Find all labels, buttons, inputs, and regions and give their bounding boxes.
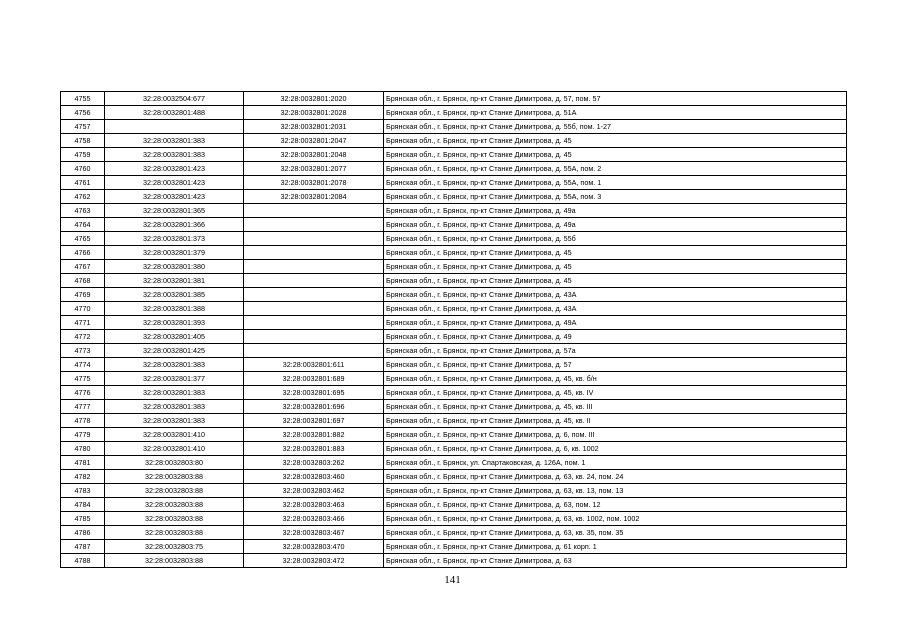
address-cell: Брянская обл., г. Брянск, ул. Спартаковская, д. 126А, пом. 1 bbox=[384, 456, 847, 470]
table-row bbox=[61, 92, 847, 106]
parcel-cadastral-number-cell bbox=[105, 120, 244, 134]
object-cadastral-number-cell: 32:28:0032803:463 bbox=[244, 498, 384, 512]
parcel-cadastral-number-cell: 32:28:0032801:410 bbox=[105, 442, 244, 456]
row-number-cell: 4757 bbox=[61, 120, 105, 134]
object-cadastral-number-cell: 32:28:0032803:470 bbox=[244, 540, 384, 554]
object-cadastral-number-cell bbox=[244, 288, 384, 302]
table-row bbox=[61, 274, 847, 288]
table-row bbox=[61, 526, 847, 540]
object-cadastral-number-cell bbox=[244, 232, 384, 246]
row-number-cell: 4786 bbox=[61, 526, 105, 540]
table-row bbox=[61, 358, 847, 372]
object-cadastral-number-cell: 32:28:0032801:697 bbox=[244, 414, 384, 428]
parcel-cadastral-number-cell: 32:28:0032801:405 bbox=[105, 330, 244, 344]
parcel-cadastral-number-cell: 32:28:0032803:75 bbox=[105, 540, 244, 554]
row-number-cell: 4764 bbox=[61, 218, 105, 232]
address-cell: Брянская обл., г. Брянск, пр-кт Станке Димитрова, д. 49А bbox=[384, 316, 847, 330]
parcel-cadastral-number-cell: 32:28:0032801:388 bbox=[105, 302, 244, 316]
table-row bbox=[61, 442, 847, 456]
row-number-cell: 4780 bbox=[61, 442, 105, 456]
object-cadastral-number-cell bbox=[244, 274, 384, 288]
row-number-cell: 4767 bbox=[61, 260, 105, 274]
row-number-cell: 4776 bbox=[61, 386, 105, 400]
object-cadastral-number-cell: 32:28:0032801:696 bbox=[244, 400, 384, 414]
address-cell: Брянская обл., г. Брянск, пр-кт Станке Димитрова, д. 49а bbox=[384, 218, 847, 232]
address-cell: Брянская обл., г. Брянск, пр-кт Станке Димитрова, д. 63, кв. 1002, пом. 1002 bbox=[384, 512, 847, 526]
table-row bbox=[61, 134, 847, 148]
table-row bbox=[61, 288, 847, 302]
parcel-cadastral-number-cell: 32:28:0032801:423 bbox=[105, 190, 244, 204]
parcel-cadastral-number-cell: 32:28:0032801:377 bbox=[105, 372, 244, 386]
address-cell: Брянская обл., г. Брянск, пр-кт Станке Димитрова, д. 49 bbox=[384, 330, 847, 344]
object-cadastral-number-cell: 32:28:0032801:883 bbox=[244, 442, 384, 456]
row-number-cell: 4787 bbox=[61, 540, 105, 554]
address-cell: Брянская обл., г. Брянск, пр-кт Станке Димитрова, д. 43А bbox=[384, 288, 847, 302]
object-cadastral-number-cell: 32:28:0032803:472 bbox=[244, 554, 384, 568]
address-cell: Брянская обл., г. Брянск, пр-кт Станке Димитрова, д. 57а bbox=[384, 344, 847, 358]
table-row bbox=[61, 218, 847, 232]
table-row bbox=[61, 372, 847, 386]
table-row bbox=[61, 190, 847, 204]
object-cadastral-number-cell bbox=[244, 302, 384, 316]
row-number-cell: 4756 bbox=[61, 106, 105, 120]
object-cadastral-number-cell bbox=[244, 260, 384, 274]
row-number-cell: 4784 bbox=[61, 498, 105, 512]
row-number-cell: 4772 bbox=[61, 330, 105, 344]
table-row bbox=[61, 554, 847, 568]
page-number: 141 bbox=[444, 574, 461, 586]
parcel-cadastral-number-cell: 32:28:0032801:383 bbox=[105, 148, 244, 162]
parcel-cadastral-number-cell: 32:28:0032801:365 bbox=[105, 204, 244, 218]
registry-table-body bbox=[61, 92, 847, 568]
row-number-cell: 4770 bbox=[61, 302, 105, 316]
object-cadastral-number-cell bbox=[244, 316, 384, 330]
object-cadastral-number-cell bbox=[244, 344, 384, 358]
address-cell: Брянская обл., г. Брянск, пр-кт Станке Димитрова, д. 45 bbox=[384, 246, 847, 260]
table-row bbox=[61, 162, 847, 176]
table-row bbox=[61, 386, 847, 400]
object-cadastral-number-cell: 32:28:0032803:462 bbox=[244, 484, 384, 498]
row-number-cell: 4758 bbox=[61, 134, 105, 148]
parcel-cadastral-number-cell: 32:28:0032801:383 bbox=[105, 400, 244, 414]
object-cadastral-number-cell: 32:28:0032801:2047 bbox=[244, 134, 384, 148]
row-number-cell: 4760 bbox=[61, 162, 105, 176]
address-cell: Брянская обл., г. Брянск, пр-кт Станке Димитрова, д. 6, пом. III bbox=[384, 428, 847, 442]
object-cadastral-number-cell: 32:28:0032801:2020 bbox=[244, 92, 384, 106]
parcel-cadastral-number-cell: 32:28:0032801:488 bbox=[105, 106, 244, 120]
address-cell: Брянская обл., г. Брянск, пр-кт Станке Димитрова, д. 51А bbox=[384, 106, 847, 120]
address-cell: Брянская обл., г. Брянск, пр-кт Станке Димитрова, д. 6, кв. 1002 bbox=[384, 442, 847, 456]
parcel-cadastral-number-cell: 32:28:0032801:379 bbox=[105, 246, 244, 260]
address-cell: Брянская обл., г. Брянск, пр-кт Станке Димитрова, д. 55б bbox=[384, 232, 847, 246]
parcel-cadastral-number-cell: 32:28:0032803:88 bbox=[105, 526, 244, 540]
row-number-cell: 4766 bbox=[61, 246, 105, 260]
address-cell: Брянская обл., г. Брянск, пр-кт Станке Димитрова, д. 43А bbox=[384, 302, 847, 316]
address-cell: Брянская обл., г. Брянск, пр-кт Станке Димитрова, д. 55А, пом. 3 bbox=[384, 190, 847, 204]
parcel-cadastral-number-cell: 32:28:0032801:383 bbox=[105, 134, 244, 148]
object-cadastral-number-cell: 32:28:0032801:689 bbox=[244, 372, 384, 386]
table-row bbox=[61, 302, 847, 316]
row-number-cell: 4762 bbox=[61, 190, 105, 204]
table-row bbox=[61, 512, 847, 526]
object-cadastral-number-cell: 32:28:0032803:460 bbox=[244, 470, 384, 484]
address-cell: Брянская обл., г. Брянск, пр-кт Станке Димитрова, д. 55б, пом. 1-27 bbox=[384, 120, 847, 134]
table-row bbox=[61, 484, 847, 498]
parcel-cadastral-number-cell: 32:28:0032803:80 bbox=[105, 456, 244, 470]
object-cadastral-number-cell: 32:28:0032801:2084 bbox=[244, 190, 384, 204]
object-cadastral-number-cell: 32:28:0032801:2031 bbox=[244, 120, 384, 134]
parcel-cadastral-number-cell: 32:28:0032801:425 bbox=[105, 344, 244, 358]
row-number-cell: 4785 bbox=[61, 512, 105, 526]
row-number-cell: 4763 bbox=[61, 204, 105, 218]
object-cadastral-number-cell: 32:28:0032803:467 bbox=[244, 526, 384, 540]
object-cadastral-number-cell: 32:28:0032801:2078 bbox=[244, 176, 384, 190]
address-cell: Брянская обл., г. Брянск, пр-кт Станке Димитрова, д. 55А, пом. 1 bbox=[384, 176, 847, 190]
table-row bbox=[61, 456, 847, 470]
row-number-cell: 4769 bbox=[61, 288, 105, 302]
object-cadastral-number-cell bbox=[244, 218, 384, 232]
parcel-cadastral-number-cell: 32:28:0032803:88 bbox=[105, 512, 244, 526]
object-cadastral-number-cell: 32:28:0032801:2077 bbox=[244, 162, 384, 176]
object-cadastral-number-cell bbox=[244, 330, 384, 344]
row-number-cell: 4761 bbox=[61, 176, 105, 190]
row-number-cell: 4755 bbox=[61, 92, 105, 106]
table-row bbox=[61, 176, 847, 190]
parcel-cadastral-number-cell: 32:28:0032504:677 bbox=[105, 92, 244, 106]
parcel-cadastral-number-cell: 32:28:0032801:383 bbox=[105, 414, 244, 428]
table-row bbox=[61, 400, 847, 414]
row-number-cell: 4779 bbox=[61, 428, 105, 442]
address-cell: Брянская обл., г. Брянск, пр-кт Станке Димитрова, д. 45, кв. IV bbox=[384, 386, 847, 400]
row-number-cell: 4771 bbox=[61, 316, 105, 330]
row-number-cell: 4788 bbox=[61, 554, 105, 568]
parcel-cadastral-number-cell: 32:28:0032801:423 bbox=[105, 176, 244, 190]
address-cell: Брянская обл., г. Брянск, пр-кт Станке Димитрова, д. 45 bbox=[384, 260, 847, 274]
parcel-cadastral-number-cell: 32:28:0032801:383 bbox=[105, 358, 244, 372]
table-row bbox=[61, 414, 847, 428]
row-number-cell: 4777 bbox=[61, 400, 105, 414]
object-cadastral-number-cell: 32:28:0032801:882 bbox=[244, 428, 384, 442]
parcel-cadastral-number-cell: 32:28:0032801:366 bbox=[105, 218, 244, 232]
table-row bbox=[61, 470, 847, 484]
table-row bbox=[61, 120, 847, 134]
object-cadastral-number-cell bbox=[244, 246, 384, 260]
object-cadastral-number-cell: 32:28:0032801:611 bbox=[244, 358, 384, 372]
table-row bbox=[61, 232, 847, 246]
address-cell: Брянская обл., г. Брянск, пр-кт Станке Димитрова, д. 63, пом. 12 bbox=[384, 498, 847, 512]
object-cadastral-number-cell: 32:28:0032801:2028 bbox=[244, 106, 384, 120]
object-cadastral-number-cell: 32:28:0032803:466 bbox=[244, 512, 384, 526]
parcel-cadastral-number-cell: 32:28:0032803:88 bbox=[105, 498, 244, 512]
table-row bbox=[61, 330, 847, 344]
row-number-cell: 4778 bbox=[61, 414, 105, 428]
address-cell: Брянская обл., г. Брянск, пр-кт Станке Димитрова, д. 45 bbox=[384, 134, 847, 148]
address-cell: Брянская обл., г. Брянск, пр-кт Станке Димитрова, д. 45, кв. III bbox=[384, 400, 847, 414]
row-number-cell: 4773 bbox=[61, 344, 105, 358]
address-cell: Брянская обл., г. Брянск, пр-кт Станке Димитрова, д. 63 bbox=[384, 554, 847, 568]
parcel-cadastral-number-cell: 32:28:0032801:380 bbox=[105, 260, 244, 274]
address-cell: Брянская обл., г. Брянск, пр-кт Станке Димитрова, д. 55А, пом. 2 bbox=[384, 162, 847, 176]
table-row bbox=[61, 204, 847, 218]
row-number-cell: 4768 bbox=[61, 274, 105, 288]
table-row bbox=[61, 498, 847, 512]
parcel-cadastral-number-cell: 32:28:0032801:410 bbox=[105, 428, 244, 442]
table-row bbox=[61, 106, 847, 120]
table-row bbox=[61, 344, 847, 358]
row-number-cell: 4774 bbox=[61, 358, 105, 372]
address-cell: Брянская обл., г. Брянск, пр-кт Станке Димитрова, д. 45, кв. II bbox=[384, 414, 847, 428]
address-cell: Брянская обл., г. Брянск, пр-кт Станке Димитрова, д. 57, пом. 57 bbox=[384, 92, 847, 106]
parcel-cadastral-number-cell: 32:28:0032801:383 bbox=[105, 386, 244, 400]
parcel-cadastral-number-cell: 32:28:0032801:385 bbox=[105, 288, 244, 302]
address-cell: Брянская обл., г. Брянск, пр-кт Станке Димитрова, д. 63, кв. 13, пом. 13 bbox=[384, 484, 847, 498]
parcel-cadastral-number-cell: 32:28:0032803:88 bbox=[105, 554, 244, 568]
table-row bbox=[61, 428, 847, 442]
parcel-cadastral-number-cell: 32:28:0032803:88 bbox=[105, 484, 244, 498]
address-cell: Брянская обл., г. Брянск, пр-кт Станке Димитрова, д. 57 bbox=[384, 358, 847, 372]
row-number-cell: 4765 bbox=[61, 232, 105, 246]
parcel-cadastral-number-cell: 32:28:0032801:373 bbox=[105, 232, 244, 246]
row-number-cell: 4759 bbox=[61, 148, 105, 162]
table-row bbox=[61, 148, 847, 162]
parcel-cadastral-number-cell: 32:28:0032801:381 bbox=[105, 274, 244, 288]
address-cell: Брянская обл., г. Брянск, пр-кт Станке Димитрова, д. 49а bbox=[384, 204, 847, 218]
parcel-cadastral-number-cell: 32:28:0032803:88 bbox=[105, 470, 244, 484]
address-cell: Брянская обл., г. Брянск, пр-кт Станке Димитрова, д. 63, кв. 24, пом. 24 bbox=[384, 470, 847, 484]
registry-table bbox=[60, 91, 847, 568]
object-cadastral-number-cell bbox=[244, 204, 384, 218]
row-number-cell: 4781 bbox=[61, 456, 105, 470]
object-cadastral-number-cell: 32:28:0032803:262 bbox=[244, 456, 384, 470]
table-row bbox=[61, 260, 847, 274]
object-cadastral-number-cell: 32:28:0032801:695 bbox=[244, 386, 384, 400]
table-row bbox=[61, 540, 847, 554]
row-number-cell: 4782 bbox=[61, 470, 105, 484]
table-row bbox=[61, 316, 847, 330]
address-cell: Брянская обл., г. Брянск, пр-кт Станке Димитрова, д. 45 bbox=[384, 274, 847, 288]
table-row bbox=[61, 246, 847, 260]
parcel-cadastral-number-cell: 32:28:0032801:393 bbox=[105, 316, 244, 330]
parcel-cadastral-number-cell: 32:28:0032801:423 bbox=[105, 162, 244, 176]
address-cell: Брянская обл., г. Брянск, пр-кт Станке Димитрова, д. 61 корп. 1 bbox=[384, 540, 847, 554]
row-number-cell: 4775 bbox=[61, 372, 105, 386]
row-number-cell: 4783 bbox=[61, 484, 105, 498]
address-cell: Брянская обл., г. Брянск, пр-кт Станке Димитрова, д. 63, кв. 35, пом. 35 bbox=[384, 526, 847, 540]
address-cell: Брянская обл., г. Брянск, пр-кт Станке Димитрова, д. 45 bbox=[384, 148, 847, 162]
object-cadastral-number-cell: 32:28:0032801:2048 bbox=[244, 148, 384, 162]
address-cell: Брянская обл., г. Брянск, пр-кт Станке Димитрова, д. 45, кв. б/н bbox=[384, 372, 847, 386]
